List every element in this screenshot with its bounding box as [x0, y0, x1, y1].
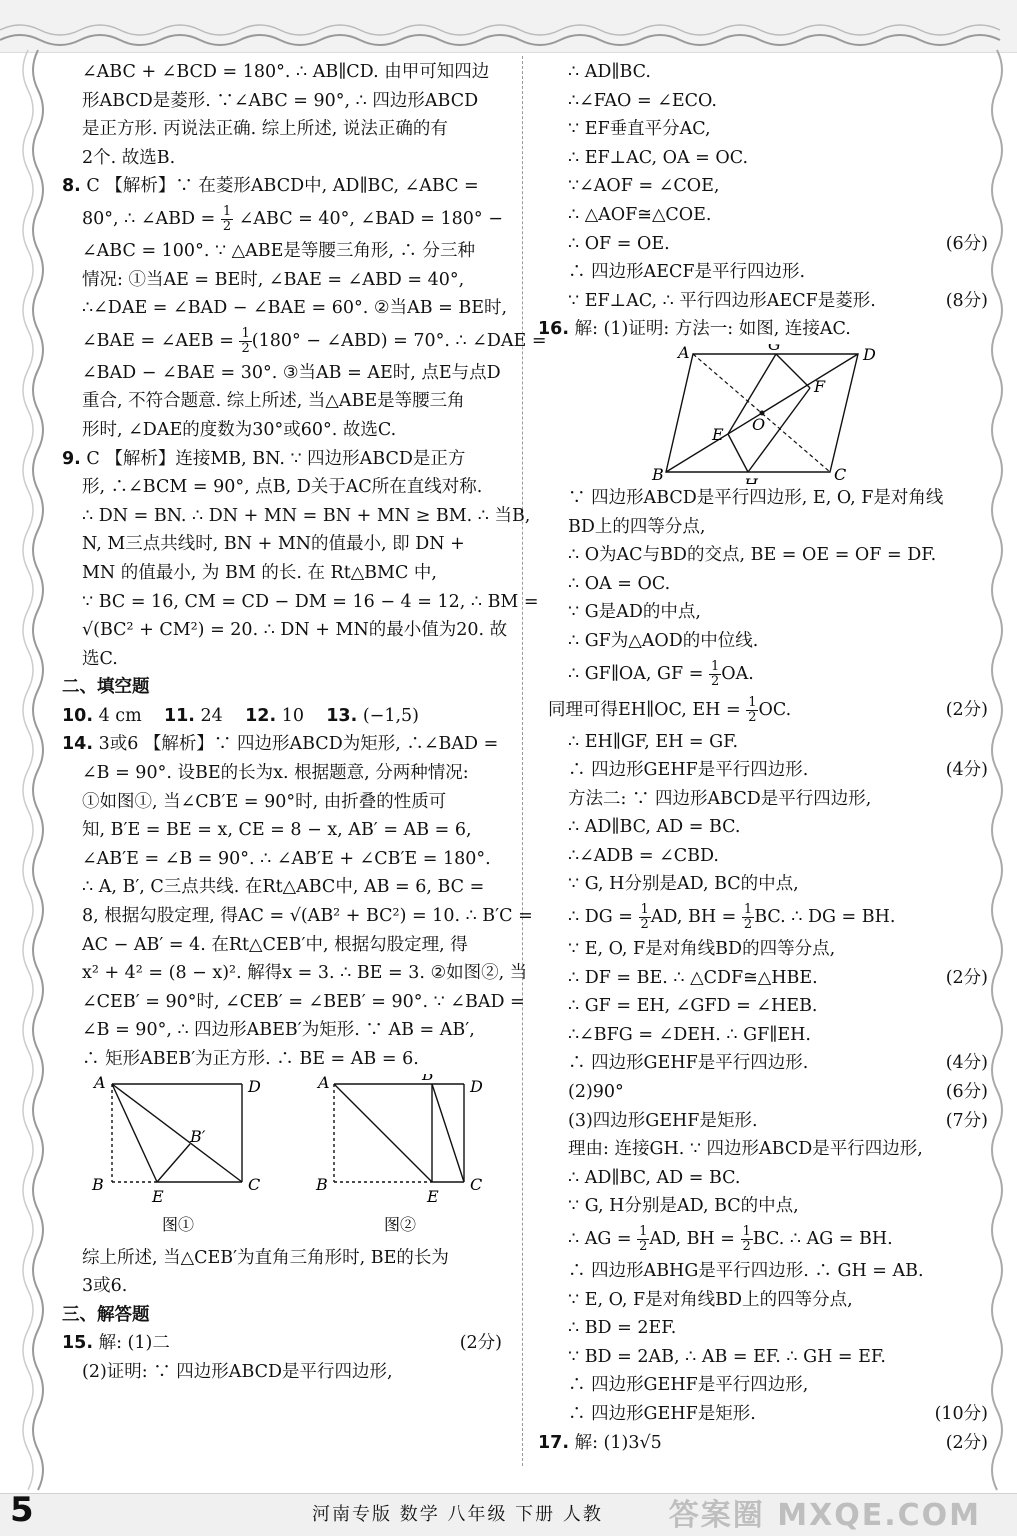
text-line: ∴ OF = OE. (6分) — [548, 230, 988, 259]
right-column — [538, 58, 988, 1457]
text-line: ∴ GF = EH, ∠GFD = ∠HEB. — [568, 996, 818, 1017]
text-line: ∴ OA = OC. — [568, 573, 671, 594]
score-label: (6分) — [945, 233, 988, 254]
text-line: ∴ DG = $\frac{1}{2}$ AD, BH = $\frac{1}{2}$ BC. ∴ DG = BH. — [568, 902, 896, 933]
question-16: 16. 解: (1)证明: 方法一: 如图, 连接AC. — [538, 319, 851, 340]
fig-label: E — [427, 1186, 439, 1206]
section-heading: 三、解答题 — [62, 1304, 150, 1325]
fig-label: D — [863, 344, 876, 364]
fig-label: G — [768, 343, 781, 354]
text-line: ∴∠ADB = ∠CBD. — [568, 845, 719, 866]
wave-border-icon — [0, 0, 1017, 52]
text-line: 是正方形. 丙说法正确. 综上所述, 说法正确的有 — [82, 119, 448, 140]
text-line: ∵ EF⊥AC, ∴ 平行四边形AECF是菱形. (8分) — [548, 287, 988, 316]
fig-label: B — [652, 464, 664, 484]
q16-method2 — [548, 728, 988, 900]
text-line: 方法二: ∵ 四边形ABCD是平行四边形, — [568, 788, 872, 809]
score-label: (2分) — [459, 1333, 502, 1354]
text-line: 同理可得EH∥OC, EH = $\frac{1}{2}$ OC. (2分) — [548, 692, 988, 728]
text-line: ∵ BD = 2AB, ∴ AB = EF. ∴ GH = EF. — [568, 1346, 886, 1367]
fig-label: D — [470, 1076, 483, 1096]
text-line: MN 的值最小, 为 BM 的长. 在 Rt△BMC 中, — [82, 562, 437, 583]
figure-caption: 图① — [162, 1214, 195, 1234]
score-label: (4分) — [945, 760, 988, 781]
text-line: ∴ 四边形GEHF是平行四边形, — [568, 1375, 809, 1396]
text-line: √(BC² + CM²) = 20. ∴ DN + MN的最小值为20. 故 — [82, 620, 508, 641]
text-line: ∴ GF为△AOD的中位线. — [568, 630, 759, 651]
left-wave-border-icon — [0, 0, 48, 1536]
text-line: ∠ABC = 100°. ∵ △ABE是等腰三角形, ∴ 分三种 — [82, 240, 476, 261]
text-line: ∴ AD∥BC, AD = BC. — [568, 817, 741, 838]
q15-continuation — [548, 58, 988, 315]
fig-label: E — [152, 1186, 164, 1206]
fill-answers: 10. 4 cm 11. 24 12. 10 13. (−1,5) — [62, 705, 419, 726]
text-line: ∴ 四边形GEHF是平行四边形. (4分) — [548, 756, 988, 785]
score-label: (10分) — [934, 1403, 988, 1424]
text-line: ∴ AD∥BC. — [568, 62, 651, 82]
text-line: ∵ E, O, F是对角线BD的四等分点, — [568, 939, 836, 960]
question-number: 15. — [62, 1333, 94, 1354]
text-line: x² + 4² = (8 − x)². 解得x = 3. ∴ BE = 3. ②如图②, 当 — [82, 963, 528, 984]
fraction: $\frac{1}{2}$ — [639, 1224, 648, 1254]
fig-label: C — [834, 464, 847, 484]
question-15: 15. 解: (1)二 (2分) — [62, 1329, 502, 1358]
text-line: ∠BAE = ∠AEB = $\frac{1}{2}$ (180° − ∠ABD) = 70°. ∴ ∠DAE = — [82, 325, 547, 356]
text-line: (3)四边形GEHF是矩形. (7分) — [548, 1107, 988, 1136]
column-divider — [522, 56, 523, 1466]
question-8: 8. C 【解析】∵ 在菱形ABCD中, AD∥BC, ∠ABC = — [62, 176, 479, 197]
text-line: 重合, 不符合题意. 综上所述, 当△ABE是等腰三角 — [82, 391, 465, 412]
figure-caption: 图② — [384, 1214, 417, 1234]
fraction: $\frac{1}{2}$ — [743, 902, 753, 933]
text-line: 选C. — [82, 648, 118, 669]
figure-2 — [315, 1074, 483, 1206]
text-line: ∵ EF垂直平分AC, — [568, 119, 711, 140]
figure-1 — [91, 1074, 261, 1206]
q14-figures — [62, 1074, 502, 1244]
text-line: 80°, ∴ ∠ABD = $\frac{1}{2}$ ∠ABC = 40°, ∠BAD = 180° − — [82, 203, 503, 234]
text-line: ∠B = 90°, ∴ 四边形ABEB′为矩形. ∵ AB = AB′, — [82, 1020, 475, 1041]
right-wave-border-icon — [987, 0, 1017, 1536]
fraction: $\frac{1}{2}$ — [222, 203, 232, 234]
text-line: ∴ AD∥BC, AD = BC. — [568, 1167, 741, 1188]
fig-label: F — [814, 376, 826, 396]
text-line: BD上的四等分点, — [568, 516, 706, 537]
question-number: 9. — [62, 448, 81, 469]
text-line: ∴ AG = $\frac{1}{2}$ AD, BH = $\frac{1}{2}$ BC. ∴ AG = BH. — [568, 1224, 893, 1254]
text-line: ∵ 四边形ABCD是平行四边形, E, O, F是对角线 — [568, 487, 944, 508]
text-line: ∠ABC + ∠BCD = 180°. ∴ AB∥CD. 由甲可知四边 — [82, 62, 490, 82]
q16-method1 — [548, 484, 988, 656]
question-number: 14. — [62, 734, 94, 755]
text-line: ①如图①, 当∠CB′E = 90°时, 由折叠的性质可 — [82, 791, 447, 812]
text-line: ∴ DN = BN. ∴ DN + MN = BN + MN ≥ BM. ∴ 当B, — [82, 505, 531, 526]
text-line: 理由: 连接GH. ∵ 四边形ABCD是平行四边形, — [568, 1139, 923, 1160]
text-line: 形时, ∠DAE的度数为30°或60°. 故选C. — [82, 419, 397, 440]
question-14: 14. 3或6 【解析】∵ 四边形ABCD为矩形, ∴∠BAD = — [62, 734, 499, 755]
text-line: AC − AB′ = 4. 在Rt△CEB′中, 根据勾股定理, 得 — [82, 934, 468, 955]
text-line: 3或6. — [82, 1276, 128, 1297]
page-footer — [0, 1490, 1017, 1536]
q16-conclusion — [548, 1257, 988, 1429]
parallelogram-figure — [548, 344, 988, 484]
text-line: ∠CEB′ = 90°时, ∠CEB′ = ∠BEB′ = 90°. ∵ ∠BAD = — [82, 991, 525, 1012]
fig-label: B′ — [422, 1073, 438, 1084]
question-number: 16. — [538, 319, 570, 340]
fraction: $\frac{1}{2}$ — [748, 694, 757, 725]
text-line: (2)证明: ∵ 四边形ABCD是平行四边形, — [82, 1361, 393, 1382]
score-label: (7分) — [945, 1110, 988, 1131]
text-line: N, M三点共线时, BN + MN的值最小, 即 DN + — [82, 534, 465, 555]
text-line: ∠BAD − ∠BAE = 30°. ③当AB = AE时, 点E与点D — [82, 362, 501, 383]
score-label: (2分) — [945, 1432, 988, 1453]
q16-figure — [548, 344, 988, 484]
text-line: (2)90° (6分) — [548, 1078, 988, 1107]
fig-label: D — [248, 1076, 261, 1096]
fig-label: A — [678, 343, 690, 362]
section-heading: 二、填空题 — [62, 677, 150, 698]
text-line: ∴ 矩形ABEB′为正方形. ∴ BE = AB = 6. — [82, 1049, 419, 1069]
text-line: ∵∠AOF = ∠COE, — [568, 176, 720, 197]
fraction: $\frac{1}{2}$ — [710, 658, 720, 689]
left-column — [62, 58, 547, 1387]
text-line: ∴ GF∥OA, GF = $\frac{1}{2}$ OA. — [568, 658, 754, 689]
text-line: 2个. 故选B. — [82, 147, 176, 168]
text-line: ∴ A, B′, C三点共线. 在Rt△ABC中, AB = 6, BC = — [82, 877, 485, 898]
footer-title: 河南专版 数学 八年级 下册 人教 — [312, 1504, 603, 1525]
text-line: ∴ EF⊥AC, OA = OC. — [568, 147, 749, 168]
q14-geometry-figures — [62, 1074, 502, 1244]
text-line: ∵ BC = 16, CM = CD − DM = 16 − 4 = 12, ∴ BM = — [82, 591, 539, 612]
fraction: $\frac{1}{2}$ — [640, 902, 649, 933]
fig-label: C — [470, 1174, 483, 1194]
score-label: (4分) — [945, 1053, 988, 1074]
text-line: ∴ △AOF≅△COE. — [568, 204, 712, 225]
text-line: ∵ G, H分别是AD, BC的中点, — [568, 1196, 799, 1217]
fig-label: A — [318, 1073, 330, 1092]
fig-label: B — [92, 1174, 104, 1194]
score-label: (2分) — [945, 699, 988, 720]
question-number: 17. — [538, 1432, 570, 1453]
watermark: 答案圈 MXQE.COM — [668, 1498, 981, 1533]
text-line: ∴∠DAE = ∠BAD − ∠BAE = 60°. ②当AB = BE时, — [82, 298, 508, 319]
text-line: ∴ 四边形ABHG是平行四边形. ∴ GH = AB. — [568, 1261, 924, 1281]
fig-label: A — [94, 1073, 106, 1092]
score-label: (2分) — [945, 967, 988, 988]
text-line: ∴ BD = 2EF. — [568, 1318, 677, 1339]
text-line: 情况: ①当AE = BE时, ∠BAE = ∠ABD = 40°, — [82, 269, 465, 290]
text-line: 知, B′E = BE = x, CE = 8 − x, AB′ = AB = 6, — [82, 820, 472, 841]
text-line: 形, ∴∠BCM = 90°, 点B, D关于AC所在直线对称. — [82, 477, 483, 498]
question-9: 9. C 【解析】连接MB, BN. ∵ 四边形ABCD是正方 — [62, 448, 466, 469]
fraction: $\frac{1}{2}$ — [241, 325, 250, 356]
question-17: 17. 解: (1)3√5 (2分) — [538, 1429, 988, 1458]
text-line: ∴ 四边形GEHF是矩形. (10分) — [548, 1400, 988, 1429]
text-line: 综上所述, 当△CEB′为直角三角形时, BE的长为 — [82, 1247, 449, 1268]
page-number: 5 — [10, 1490, 34, 1530]
text-line: 形ABCD是菱形. ∵∠ABC = 90°, ∴ 四边形ABCD — [82, 90, 479, 111]
text-line: ∠B = 90°. 设BE的长为x. 根据题意, 分两种情况: — [82, 763, 469, 784]
fig-label: O — [752, 414, 766, 434]
text-line: ∴ DF = BE. ∴ △CDF≅△HBE. (2分) — [548, 964, 988, 993]
page-top-border — [0, 0, 1017, 53]
text-line: ∠AB′E = ∠B = 90°. ∴ ∠AB′E + ∠CB′E = 180°. — [82, 848, 491, 869]
score-label: (6分) — [945, 1082, 988, 1103]
text-line: 8, 根据勾股定理, 得AC = √(AB² + BC²) = 10. ∴ B′C = — [82, 906, 533, 927]
text-line: ∴∠BFG = ∠DEH. ∴ GF∥EH. — [568, 1024, 811, 1045]
fig-label: C — [248, 1174, 261, 1194]
fraction: $\frac{1}{2}$ — [742, 1224, 751, 1254]
fig-label: B′ — [190, 1126, 206, 1146]
text-line: ∴∠FAO = ∠ECO. — [568, 90, 717, 111]
text-line: ∵ E, O, F是对角线BD上的四等分点, — [568, 1289, 853, 1310]
text-line: ∴ 四边形GEHF是平行四边形. (4分) — [548, 1049, 988, 1078]
question-number: 8. — [62, 176, 81, 197]
text-line: ∴ 四边形AECF是平行四边形. — [568, 262, 806, 283]
text-line: ∵ G是AD的中点, — [568, 602, 701, 623]
score-label: (8分) — [945, 290, 988, 311]
text-line: ∵ G, H分别是AD, BC的中点, — [568, 874, 799, 895]
text-line: ∴ EH∥GF, EH = GF. — [568, 731, 739, 752]
q16-parts — [548, 935, 988, 1221]
fig-label — [743, 475, 759, 484]
fig-label: E — [712, 424, 724, 444]
text-line: ∴ O为AC与BD的交点, BE = OE = OF = DF. — [568, 545, 937, 566]
fig-label: B — [316, 1174, 328, 1194]
